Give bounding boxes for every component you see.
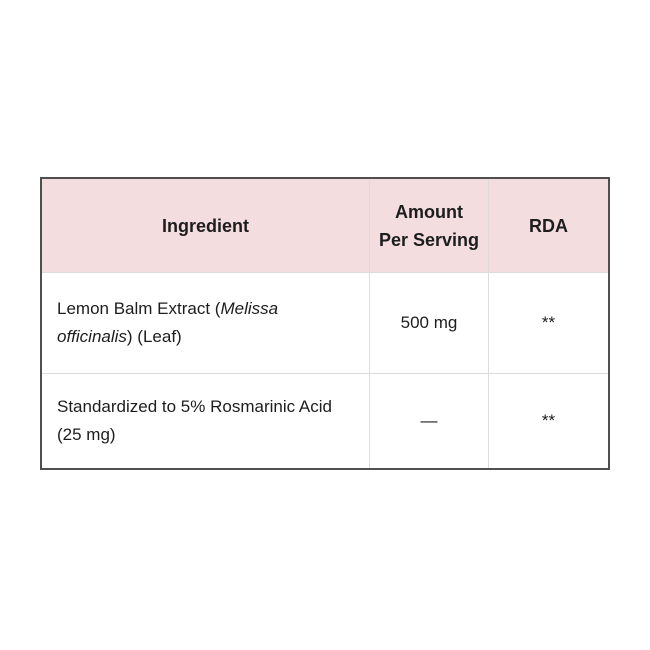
header-label-ingredient: Ingredient xyxy=(161,215,249,236)
row1-amount-value: 500 mg xyxy=(400,313,458,332)
row1-ingredient-line2 xyxy=(57,323,278,351)
row2-line2-regular: (25 mg) xyxy=(57,425,116,444)
row2-rda-cell xyxy=(489,374,608,468)
row1-amount-cell xyxy=(370,273,489,374)
header-cell-amount-per-serving xyxy=(370,179,489,273)
row2-line1-regular: Standardized to 5% Rosmarinic Acid xyxy=(57,397,332,416)
header-label-rda: RDA xyxy=(529,215,568,236)
header-label-amount-line1: Amount xyxy=(395,201,463,222)
row1-rda-cell xyxy=(489,273,608,374)
header-label-amount-line2: Per Serving xyxy=(378,229,480,250)
row2-amount-value: — xyxy=(420,411,438,430)
row1-ingredient-cell xyxy=(42,273,370,374)
row2-ingredient-line1 xyxy=(57,393,332,421)
row2-ingredient-text xyxy=(57,393,332,449)
row2-ingredient-line2 xyxy=(57,421,332,449)
row2-amount-cell xyxy=(370,374,489,468)
row1-line1-italic: Melissa xyxy=(220,299,279,318)
header-cell-rda xyxy=(489,179,608,273)
row1-line2-italic: officinalis xyxy=(57,327,127,346)
row1-line2-regular2: ) (Leaf) xyxy=(126,327,182,346)
supplement-facts-table xyxy=(40,177,610,470)
row1-ingredient-text xyxy=(57,295,278,351)
row2-ingredient-cell xyxy=(42,374,370,468)
row1-rda-value: ** xyxy=(541,313,556,332)
row1-ingredient-line1 xyxy=(57,295,278,323)
header-cell-ingredient xyxy=(42,179,370,273)
row2-rda-value: ** xyxy=(541,411,556,430)
row1-line1-regular: Lemon Balm Extract ( xyxy=(57,299,221,318)
